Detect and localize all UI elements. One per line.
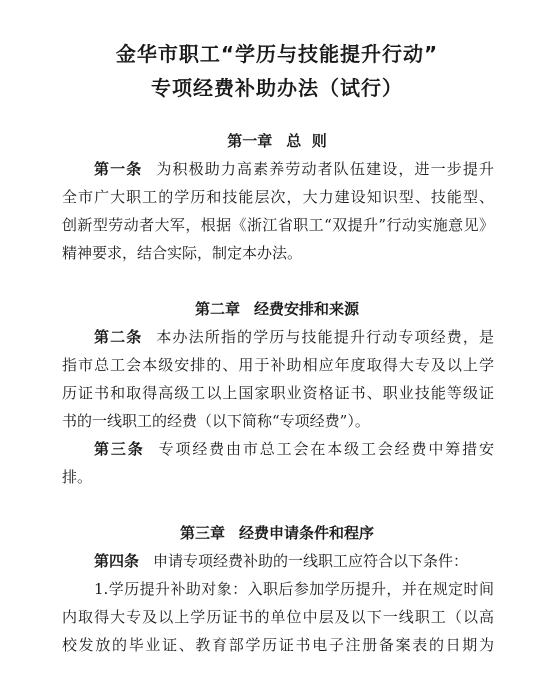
chapter-3-heading (0, 522, 554, 543)
article-1-line-4: 精神要求，结合实际，制定本办法。 (62, 244, 303, 262)
chapter-1-number: 第一章 (227, 132, 273, 150)
article-3-label: 第三条 (94, 440, 145, 458)
article-2-line-1 (94, 326, 494, 348)
article-2-label: 第二条 (94, 328, 143, 346)
article-1-label: 第一条 (94, 160, 143, 178)
chapter-3-name: 经费申请条件和程序 (239, 524, 375, 542)
article-2-line-3: 历证书和取得高级工以上国家职业资格证书、职业技能等级证 (62, 384, 494, 402)
document-title-line-1: 金华市职工“学历与技能提升行动” (115, 42, 439, 66)
article-2-line-4: 书的一线职工的经费（以下简称“专项经费”）。 (62, 412, 370, 430)
article-3-line-2: 排。 (62, 468, 93, 486)
chapter-1-heading (0, 130, 554, 151)
chapter-2-number: 第二章 (194, 300, 240, 318)
chapter-2-name: 经费安排和来源 (254, 300, 360, 318)
article-1-text: 为积极助力高素养劳动者队伍建设，进一步提升 (156, 160, 494, 178)
document-title-line-2: 专项经费补助办法（试行） (151, 76, 403, 100)
article-1-line-2: 全市广大职工的学历和技能层次，大力建设知识型、技能型、 (62, 188, 494, 206)
item-1-line-3: 校发放的毕业证、教育部学历证书电子注册备案表的日期为 (62, 636, 494, 654)
article-4-text: 申请专项经费补助的一线职工应符合以下条件： (153, 552, 469, 570)
chapter-3-number: 第三章 (179, 524, 225, 542)
article-2-line-2: 指市总工会本级安排的、用于补助相应年度取得大专及以上学 (62, 356, 494, 374)
article-3-text: 专项经费由市总工会在本级工会经费中筹措安 (158, 440, 494, 458)
item-1-line-2: 内取得大专及以上学历证书的单位中层及以下一线职工（以高 (62, 608, 494, 626)
article-2-text: 本办法所指的学历与技能提升行动专项经费，是 (156, 328, 494, 346)
article-4-line-1 (94, 550, 494, 572)
chapter-1-name: 总 则 (286, 132, 327, 150)
article-3-line-1 (94, 438, 494, 460)
chapter-2-heading (0, 298, 554, 319)
article-1-line-1 (94, 158, 494, 180)
article-1-line-3: 创新型劳动者大军，根据《浙江省职工“双提升”行动实施意见》 (62, 216, 494, 234)
item-1-line-1: 1.学历提升补助对象：入职后参加学历提升，并在规定时间 (94, 580, 494, 598)
article-4-label: 第四条 (94, 552, 140, 570)
